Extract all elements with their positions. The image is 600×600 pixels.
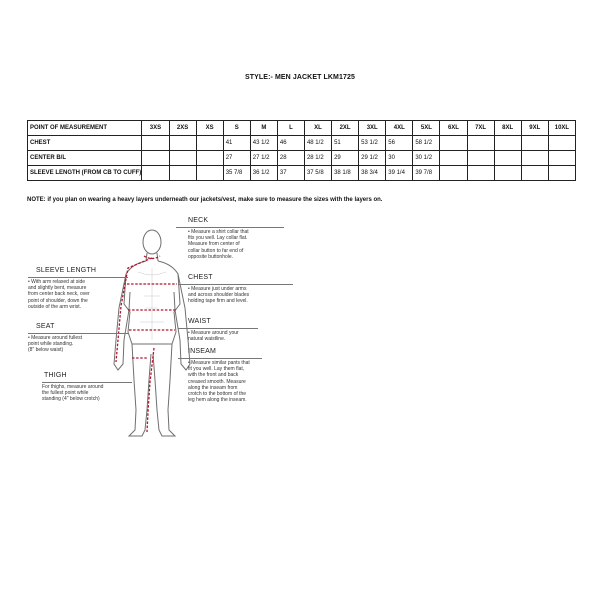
figure-muscle-lines — [138, 268, 166, 340]
measurement-cell — [440, 151, 467, 166]
neck-title: NECK — [188, 217, 209, 224]
measurement-cell — [467, 136, 494, 151]
measurement-cell — [169, 166, 196, 181]
measurement-cell: 58 1/2 — [413, 136, 440, 151]
measurement-cell — [440, 166, 467, 181]
figure-head — [143, 230, 161, 254]
neck-rule — [176, 227, 284, 228]
row-label: CENTER B/L — [28, 151, 142, 166]
inseam-rule — [178, 358, 262, 359]
sleeve-length-rule — [28, 277, 128, 278]
chest-title: CHEST — [188, 274, 213, 281]
waist-title: WAIST — [188, 318, 211, 325]
measurement-cell: 37 5/8 — [304, 166, 331, 181]
inseam-title: INSEAM — [188, 348, 217, 355]
seat-title: SEAT — [36, 323, 55, 330]
thigh-title: THIGH — [44, 372, 67, 379]
measurement-cell: 27 1/2 — [250, 151, 277, 166]
measurement-cell: 39 1/4 — [386, 166, 413, 181]
measurement-cell — [169, 136, 196, 151]
measurement-cell — [521, 136, 548, 151]
measurement-cell — [494, 151, 521, 166]
measurement-cell — [467, 166, 494, 181]
size-header: XL — [304, 121, 331, 136]
measurement-cell: 28 — [277, 151, 304, 166]
measurement-diagram — [28, 212, 298, 442]
measurement-cell — [467, 151, 494, 166]
table-row — [28, 151, 576, 166]
measurement-cell: 43 1/2 — [250, 136, 277, 151]
measurement-cell: 39 7/8 — [413, 166, 440, 181]
sleeve-length-instructions: • With arm relaxed at side and slightly bent, measure from center back neck, over point of shoulder, down the outside of the arm wrist. — [28, 279, 90, 310]
measurement-cell: 30 1/2 — [413, 151, 440, 166]
measurement-cell — [142, 136, 169, 151]
size-header: 3XL — [359, 121, 386, 136]
measurement-cell: 53 1/2 — [359, 136, 386, 151]
measurement-cell: 27 — [223, 151, 250, 166]
measurement-cell: 38 3/4 — [359, 166, 386, 181]
measurement-cell: 28 1/2 — [304, 151, 331, 166]
sleeve-length-title: SLEEVE LENGTH — [36, 267, 97, 274]
size-header: L — [277, 121, 304, 136]
measurement-cell — [169, 151, 196, 166]
measurement-cell — [548, 136, 575, 151]
table-header-row — [28, 121, 576, 136]
waist-rule — [178, 328, 258, 329]
measurement-cell — [142, 166, 169, 181]
chest-rule — [178, 284, 293, 285]
measurement-cell — [196, 136, 223, 151]
measurement-cell — [521, 151, 548, 166]
measurement-cell — [548, 151, 575, 166]
measurement-cell: 51 — [332, 136, 359, 151]
size-header: 8XL — [494, 121, 521, 136]
measurement-cell — [196, 151, 223, 166]
seat-rule — [28, 333, 128, 334]
measurement-cell: 37 — [277, 166, 304, 181]
measurement-cell — [494, 166, 521, 181]
measurement-cell — [494, 136, 521, 151]
size-header: XS — [196, 121, 223, 136]
measurement-cell: 35 7/8 — [223, 166, 250, 181]
size-chart-table — [27, 120, 576, 181]
size-header: 5XL — [413, 121, 440, 136]
row-label: CHEST — [28, 136, 142, 151]
measurement-cell: 56 — [386, 136, 413, 151]
row-label: SLEEVE LENGTH (FROM CB TO CUFF) — [28, 166, 142, 181]
measurement-cell — [142, 151, 169, 166]
neck-instructions: • Measure a shirt collar that fits you well. Lay collar flat. Measure from center of collar button to far end of opposite buttonhole. — [188, 229, 249, 260]
size-header: 7XL — [467, 121, 494, 136]
table-row — [28, 166, 576, 181]
size-header: 4XL — [386, 121, 413, 136]
style-title: STYLE:- MEN JACKET LKM1725 — [245, 74, 355, 81]
size-header: M — [250, 121, 277, 136]
measurement-cell — [521, 166, 548, 181]
measurement-cell: 29 1/2 — [359, 151, 386, 166]
seat-instructions: • Measure around fullest point while standing. (8" below waist) — [28, 335, 83, 354]
layering-note: NOTE: if you plan on wearing a heavy layers underneath our jackets/vest, make sure to measure the sizes with the layers on. — [27, 197, 383, 203]
measurement-cell — [548, 166, 575, 181]
size-header: 6XL — [440, 121, 467, 136]
measurement-cell — [440, 136, 467, 151]
header-point-of-measurement: POINT OF MEASUREMENT — [28, 121, 142, 136]
measurement-cell: 46 — [277, 136, 304, 151]
figure-right-leg — [153, 344, 175, 436]
measurement-cell: 38 1/8 — [332, 166, 359, 181]
waist-instructions: • Measure around your natural waistline. — [188, 330, 239, 343]
size-header: S — [223, 121, 250, 136]
measurement-cell: 41 — [223, 136, 250, 151]
size-header: 2XL — [332, 121, 359, 136]
table-row — [28, 136, 576, 151]
measurement-cell: 48 1/2 — [304, 136, 331, 151]
thigh-rule — [42, 382, 132, 383]
size-header: 2XS — [169, 121, 196, 136]
measurement-cell: 29 — [332, 151, 359, 166]
measurement-cell: 36 1/2 — [250, 166, 277, 181]
size-header: 3XS — [142, 121, 169, 136]
thigh-instructions: For thighs, measure around the fullest point while standing (4" below crotch) — [42, 384, 104, 403]
measurement-cell — [196, 166, 223, 181]
size-header: 10XL — [548, 121, 575, 136]
chest-instructions: • Measure just under arms and across shoulder blades holding tape firm and level. — [188, 286, 250, 305]
measurement-cell: 30 — [386, 151, 413, 166]
inseam-instructions: • Measure similar pants that fit you well. Lay them flat, with the front and back creased smooth. Measure along the inseam from crotch to the bottom of the leg hem along the inseam. — [188, 360, 250, 404]
size-header: 9XL — [521, 121, 548, 136]
